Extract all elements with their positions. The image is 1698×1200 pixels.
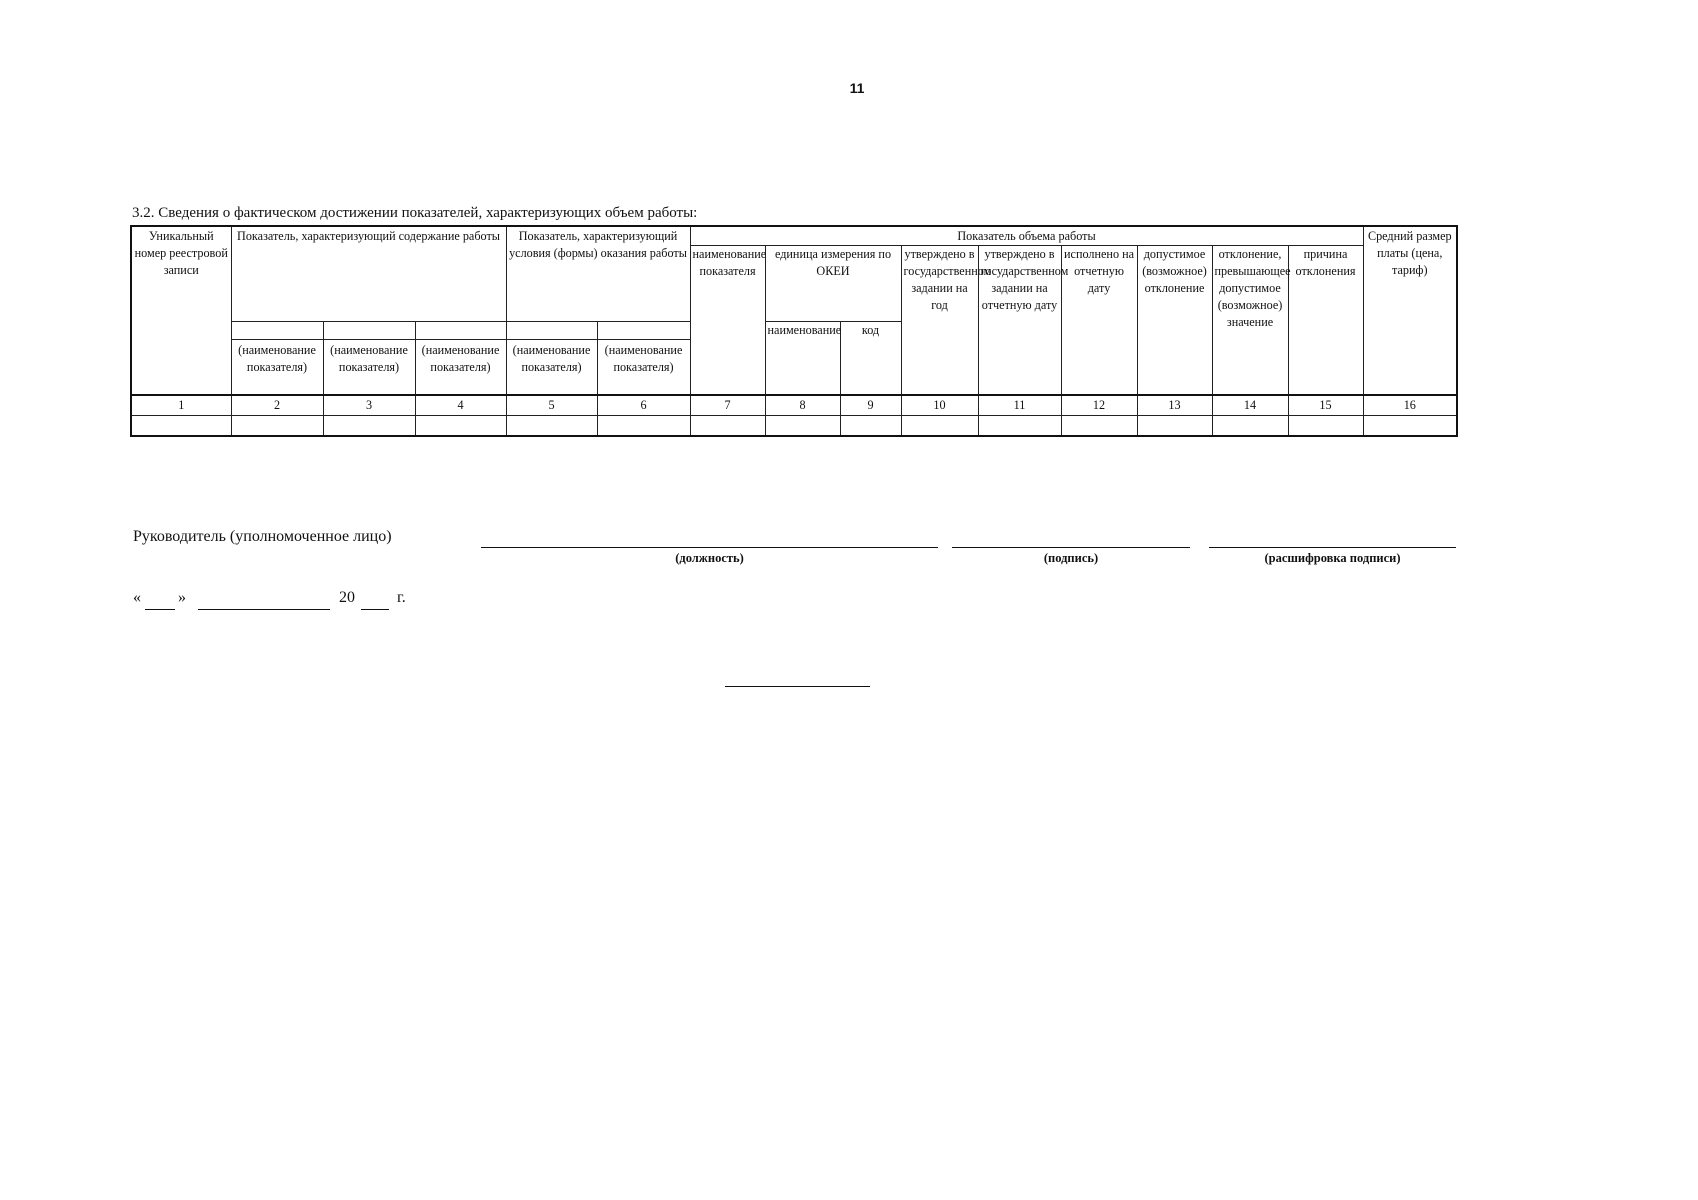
header-content-indicator: Показатель, характеризующий содержание работы xyxy=(231,226,506,322)
column-number-cell: 2 xyxy=(231,395,323,416)
indicator-blank-cell xyxy=(231,322,323,340)
report-table xyxy=(130,225,1458,437)
table-cell[interactable] xyxy=(506,415,597,436)
page-number: 11 xyxy=(849,80,865,96)
indicator-name-6: (наименование показателя) xyxy=(597,340,690,395)
header-allowed-deviation: допустимое (возможное) отклонение xyxy=(1137,246,1212,395)
indicator-name-5: (наименование показателя) xyxy=(506,340,597,395)
month-blank[interactable] xyxy=(198,609,330,610)
column-number-cell: 4 xyxy=(415,395,506,416)
position-line[interactable] xyxy=(481,547,938,548)
indicator-name-4: (наименование показателя) xyxy=(415,340,506,395)
indicator-blank-cell xyxy=(323,322,415,340)
indicator-name-2: (наименование показателя) xyxy=(231,340,323,395)
table-cell[interactable] xyxy=(901,415,978,436)
column-number-cell: 1 xyxy=(131,395,231,416)
decryption-line[interactable] xyxy=(1209,547,1456,548)
header-volume-name: наименование показателя xyxy=(690,246,765,395)
column-number-cell: 9 xyxy=(840,395,901,416)
indicator-blank-cell xyxy=(597,322,690,340)
year-suffix: г. xyxy=(397,589,406,606)
year-blank[interactable] xyxy=(361,609,389,610)
section-title: 3.2. Сведения о фактическом достижении показателей, характеризующих объем работы: xyxy=(132,205,698,221)
table-cell[interactable] xyxy=(840,415,901,436)
day-blank[interactable] xyxy=(145,609,175,610)
column-number-cell: 6 xyxy=(597,395,690,416)
column-number-cell: 3 xyxy=(323,395,415,416)
column-number-cell: 16 xyxy=(1363,395,1457,416)
header-approved-year: утверждено в государственном задании на год xyxy=(901,246,978,395)
table-cell[interactable] xyxy=(323,415,415,436)
header-average-fee: Средний размер платы (цена, тариф) xyxy=(1363,226,1457,395)
table-cell[interactable] xyxy=(978,415,1061,436)
header-unit: единица измерения по ОКЕИ xyxy=(765,246,901,322)
date-close-quote: » xyxy=(178,589,186,606)
column-number-cell: 8 xyxy=(765,395,840,416)
column-number-row xyxy=(131,395,1457,416)
signature-caption: (подпись) xyxy=(1043,551,1099,565)
signature-line[interactable] xyxy=(952,547,1190,548)
table-cell[interactable] xyxy=(231,415,323,436)
indicator-blank-cell xyxy=(415,322,506,340)
table-cell[interactable] xyxy=(1288,415,1363,436)
indicator-name-3: (наименование показателя) xyxy=(323,340,415,395)
header-volume-indicator: Показатель объема работы xyxy=(690,226,1363,246)
header-conditions-indicator: Показатель, характеризующий условия (формы) оказания работы xyxy=(506,226,690,322)
table-cell[interactable] xyxy=(415,415,506,436)
table-cell[interactable] xyxy=(597,415,690,436)
date-open-quote: « xyxy=(133,589,141,606)
column-number-cell: 14 xyxy=(1212,395,1288,416)
header-executed: исполнено на отчетную дату xyxy=(1061,246,1137,395)
position-caption: (должность) xyxy=(675,551,744,565)
column-number-cell: 15 xyxy=(1288,395,1363,416)
column-number-cell: 10 xyxy=(901,395,978,416)
indicator-blank-cell xyxy=(506,322,597,340)
header-row-1 xyxy=(131,226,1457,246)
column-number-cell: 7 xyxy=(690,395,765,416)
decryption-caption: (расшифровка подписи) xyxy=(1264,551,1401,565)
header-unit-code: код xyxy=(840,322,901,395)
table-row xyxy=(131,415,1457,436)
footer-separator xyxy=(725,686,870,687)
header-deviation-reason: причина отклонения xyxy=(1288,246,1363,395)
column-number-cell: 11 xyxy=(978,395,1061,416)
header-excess-deviation: отклонение, превышающее допустимое (возможное) значение xyxy=(1212,246,1288,395)
table-cell[interactable] xyxy=(1137,415,1212,436)
header-unit-name: наименование xyxy=(765,322,840,395)
table-cell[interactable] xyxy=(1212,415,1288,436)
table-cell[interactable] xyxy=(690,415,765,436)
column-number-cell: 5 xyxy=(506,395,597,416)
header-approved-date: утверждено в государственном задании на отчетную дату xyxy=(978,246,1061,395)
manager-label: Руководитель (уполномоченное лицо) xyxy=(133,528,392,545)
year-prefix: 20 xyxy=(339,589,355,606)
table-cell[interactable] xyxy=(131,415,231,436)
header-unique-number: Уникальный номер реестровой записи xyxy=(131,226,231,395)
column-number-cell: 12 xyxy=(1061,395,1137,416)
table-cell[interactable] xyxy=(765,415,840,436)
table-cell[interactable] xyxy=(1061,415,1137,436)
table-cell[interactable] xyxy=(1363,415,1457,436)
column-number-cell: 13 xyxy=(1137,395,1212,416)
